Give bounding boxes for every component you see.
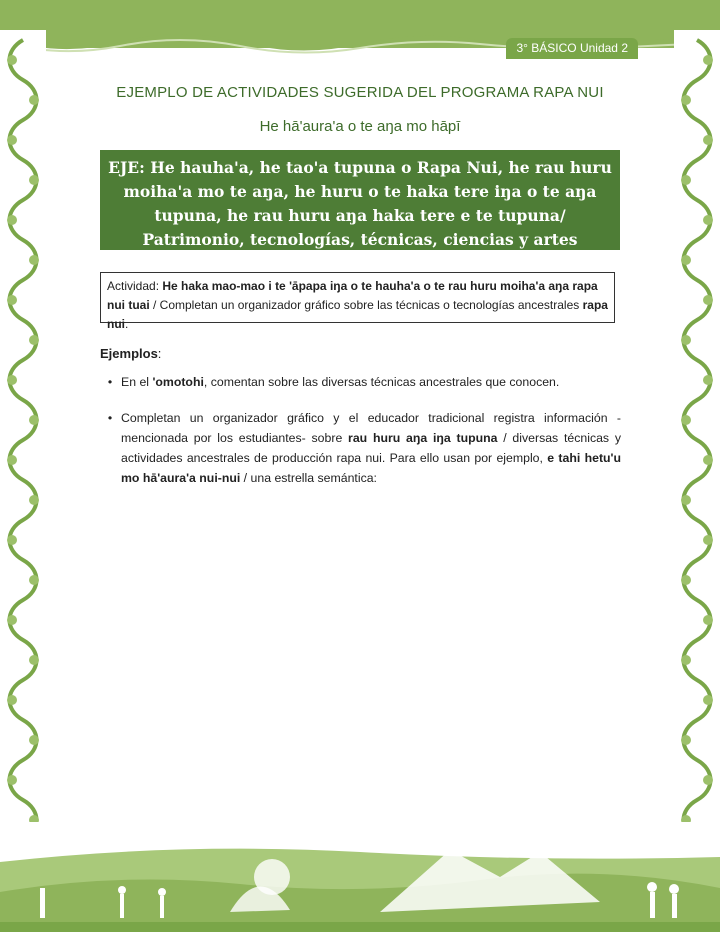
activity-rapanui-text: He haka mao-mao i te 'āpapa iŋa o te hauha'a o te rau huru moiha'a aŋa rapa nui tuai [107, 279, 598, 312]
footer-landscape-illustration [0, 822, 720, 932]
bullet1-bold: 'omotohi [152, 375, 204, 389]
activity-spanish-text: / Completan un organizador gráfico sobre las técnicas o tecnologías ancestrales [149, 298, 583, 312]
right-ornamental-border [674, 30, 720, 840]
unit-tab: 3° BÁSICO Unidad 2 [506, 38, 638, 59]
bullet2-pre: Completan un organizador gráfico y el educador tradicional registra información -mencionada por los estudiantes- sobre [121, 411, 621, 445]
axis-banner [100, 150, 620, 273]
page-subtitle: He hā'aura'a o te aŋa mo hāpī [259, 118, 461, 135]
bullet-icon: • [107, 411, 113, 425]
examples-heading-colon: : [157, 346, 162, 361]
bullet2-bold2: e tahi hetu'u mo hā'aura'a nui-nui [121, 451, 621, 485]
examples-heading [100, 346, 161, 361]
bullet1-pre: En el [121, 375, 153, 389]
bullet2-bold1: rau huru aŋa iŋa tupuna [348, 431, 498, 445]
axis-text: EJE: He hauha'a, he tao'a tupuna o Rapa Nui, he rau huru moiha'a mo te aŋa, he huru o te haka tere iŋa o te aŋa tupuna, he rau huru aŋa haka tere e te tupuna/ Patrimonio, tecnologías, técnicas, ciencias y artes ancestrales. [108, 158, 612, 273]
bullet2-mid: / diversas técnicas y actividades ancestrales de producción rapa nui. Para ello usan por ejemplo, [121, 431, 621, 465]
list-item-text [121, 408, 621, 488]
bullet1-post: , comentan sobre las diversas técnicas ancestrales que conocen. [203, 375, 560, 389]
bullet2-post: / una estrella semántica: [240, 471, 377, 485]
page-title: EJEMPLO DE ACTIVIDADES SUGERIDA DEL PROGRAMA RAPA NUI [116, 84, 604, 101]
activity-spanish-bold: rapa nui [107, 298, 608, 331]
bullet-icon: • [107, 375, 113, 389]
activity-box [100, 272, 615, 331]
activity-label: Actividad: [107, 279, 163, 293]
list-item-text [121, 372, 621, 392]
activity-end: . [125, 317, 129, 331]
examples-heading-text: Ejemplos [100, 346, 158, 361]
left-ornamental-border [0, 30, 46, 840]
